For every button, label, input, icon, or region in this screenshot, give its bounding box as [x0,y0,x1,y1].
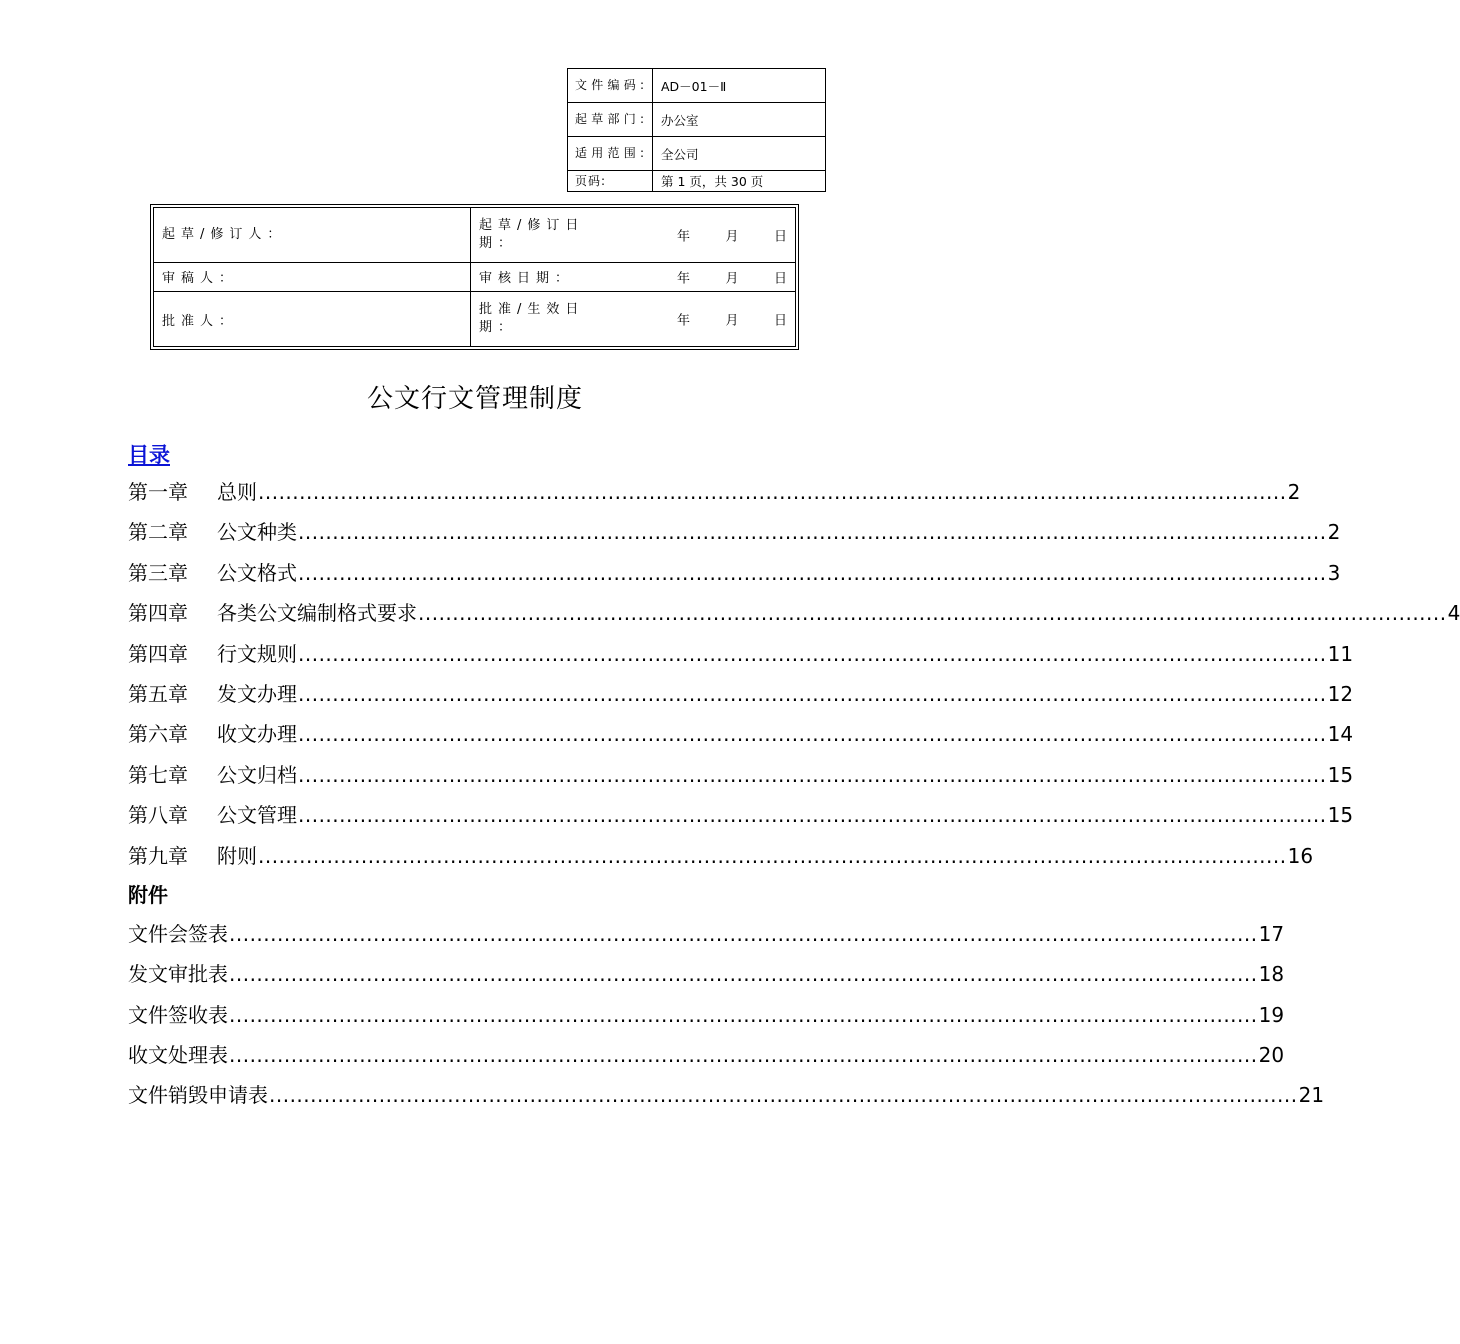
toc-entry[interactable] [128,674,1354,714]
toc-chapter: 第四章 [128,641,188,666]
toc-title: 公文格式 [217,560,297,585]
toc-title: 行文规则 [217,641,297,666]
toc-leader: ...................................................................................................................................................... [229,1002,1258,1027]
toc-leader: ...................................................................................................................................................... [298,681,1327,706]
toc-page: 2 [1287,480,1301,504]
day-label: 日 [773,271,787,287]
toc-page: 17 [1258,921,1285,946]
document-meta-table [567,68,826,192]
draft-date-ymd [677,225,787,244]
dept-value: 办公室 [653,103,826,137]
page-value: 第 1 页，共 30 页 [653,171,826,192]
toc-title: 公文管理 [217,803,297,828]
month-label: 月 [725,229,739,245]
year-label: 年 [677,229,691,245]
toc-title: 文件销毁申请表 [128,1083,268,1108]
toc-heading-link[interactable]: 目录 [128,443,170,467]
toc-title: 总则 [217,480,257,504]
toc-leader: ...................................................................................................................................................... [418,601,1447,626]
toc-leader: ...................................................................................................................................................... [229,962,1258,987]
toc-appendix-entry[interactable] [128,1035,1285,1075]
toc-page: 21 [1298,1083,1325,1108]
toc-title: 文件签收表 [128,1002,228,1027]
approver-label: 批准人： [154,292,471,347]
toc-title: 文件会签表 [128,921,228,946]
day-label: 日 [773,229,787,245]
toc-leader: ...................................................................................................................................................... [298,762,1327,787]
toc-appendix-entry[interactable] [128,995,1285,1035]
toc-appendix-entry[interactable] [128,954,1285,994]
toc-leader: ...................................................................................................................................................... [258,480,1287,504]
signature-table [150,204,799,350]
toc-title: 收文处理表 [128,1043,228,1068]
toc-entry[interactable] [128,755,1354,795]
toc-leader: ...................................................................................................................................................... [298,520,1327,545]
toc-page: 15 [1327,803,1354,828]
reviewer-label: 审稿人： [154,262,471,292]
toc-entry[interactable] [128,714,1354,754]
toc-title: 发文审批表 [128,962,228,987]
toc-entry[interactable] [128,634,1354,674]
review-date-ymd [677,267,787,286]
toc-leader: ...................................................................................................................................................... [269,1083,1298,1108]
toc-title: 附则 [217,843,257,868]
review-date-cell [471,262,796,292]
year-label: 年 [677,271,691,287]
toc-title: 公文归档 [217,762,297,787]
toc-entry[interactable] [128,553,1341,593]
toc-leader: ...................................................................................................................................................... [229,1043,1258,1068]
toc-entry[interactable] [128,836,1314,876]
toc-chapter: 第三章 [128,560,188,585]
toc-entry[interactable] [128,472,1301,512]
dept-label: 起草部门: [568,103,653,137]
appendix-heading: 附件 [128,882,168,907]
toc-appendix-entry[interactable] [128,1075,1325,1115]
toc-chapter: 第一章 [128,480,188,504]
scope-label: 适用范围: [568,137,653,171]
month-label: 月 [725,313,739,329]
toc-entry[interactable] [128,512,1341,552]
toc-chapter: 第二章 [128,520,188,545]
toc-page: 20 [1258,1043,1285,1068]
table-of-contents [128,438,1460,1116]
drafter-label: 起草/修订人： [154,208,471,263]
toc-page: 2 [1327,520,1341,545]
page-label: 页码: [568,171,653,192]
toc-leader: ...................................................................................................................................................... [298,722,1327,747]
draft-date-label: 起草/修订日期： [479,217,585,251]
toc-chapter: 第七章 [128,762,188,787]
document-title: 公文行文管理制度 [366,384,583,414]
toc-page: 19 [1258,1002,1285,1027]
year-label: 年 [677,313,691,329]
approve-date-label: 批准/生效日期： [479,302,585,336]
toc-page: 16 [1287,843,1314,868]
scope-value: 全公司 [653,137,826,171]
toc-page: 18 [1258,962,1285,987]
approve-date-ymd [677,310,787,329]
toc-chapter: 第九章 [128,843,188,868]
month-label: 月 [725,271,739,287]
toc-leader: ...................................................................................................................................................... [298,641,1327,666]
toc-title: 发文办理 [217,681,297,706]
code-label: 文件编码: [568,69,653,103]
toc-chapter: 第四章 [128,601,188,626]
toc-page: 12 [1327,681,1354,706]
toc-chapter: 第五章 [128,681,188,706]
toc-page: 3 [1327,560,1341,585]
toc-entry[interactable] [128,795,1354,835]
toc-leader: ...................................................................................................................................................... [229,921,1258,946]
code-value: AD－01－Ⅱ [653,69,826,103]
review-date-label: 审核日期： [479,271,575,287]
toc-title: 收文办理 [217,722,297,747]
toc-title: 公文种类 [217,520,297,545]
draft-date-cell [471,208,796,263]
toc-leader: ...................................................................................................................................................... [298,560,1327,585]
toc-chapter: 第八章 [128,803,188,828]
toc-page: 14 [1327,722,1354,747]
approve-date-cell [471,292,796,347]
toc-page: 15 [1327,762,1354,787]
toc-page: 4 [1447,601,1460,626]
toc-title: 各类公文编制格式要求 [217,601,417,626]
toc-page: 11 [1327,641,1354,666]
toc-chapter: 第六章 [128,722,188,747]
toc-entry[interactable] [128,593,1460,633]
day-label: 日 [773,313,787,329]
toc-leader: ...................................................................................................................................................... [258,843,1287,868]
toc-appendix-entry[interactable] [128,914,1285,954]
toc-leader: ...................................................................................................................................................... [298,803,1327,828]
